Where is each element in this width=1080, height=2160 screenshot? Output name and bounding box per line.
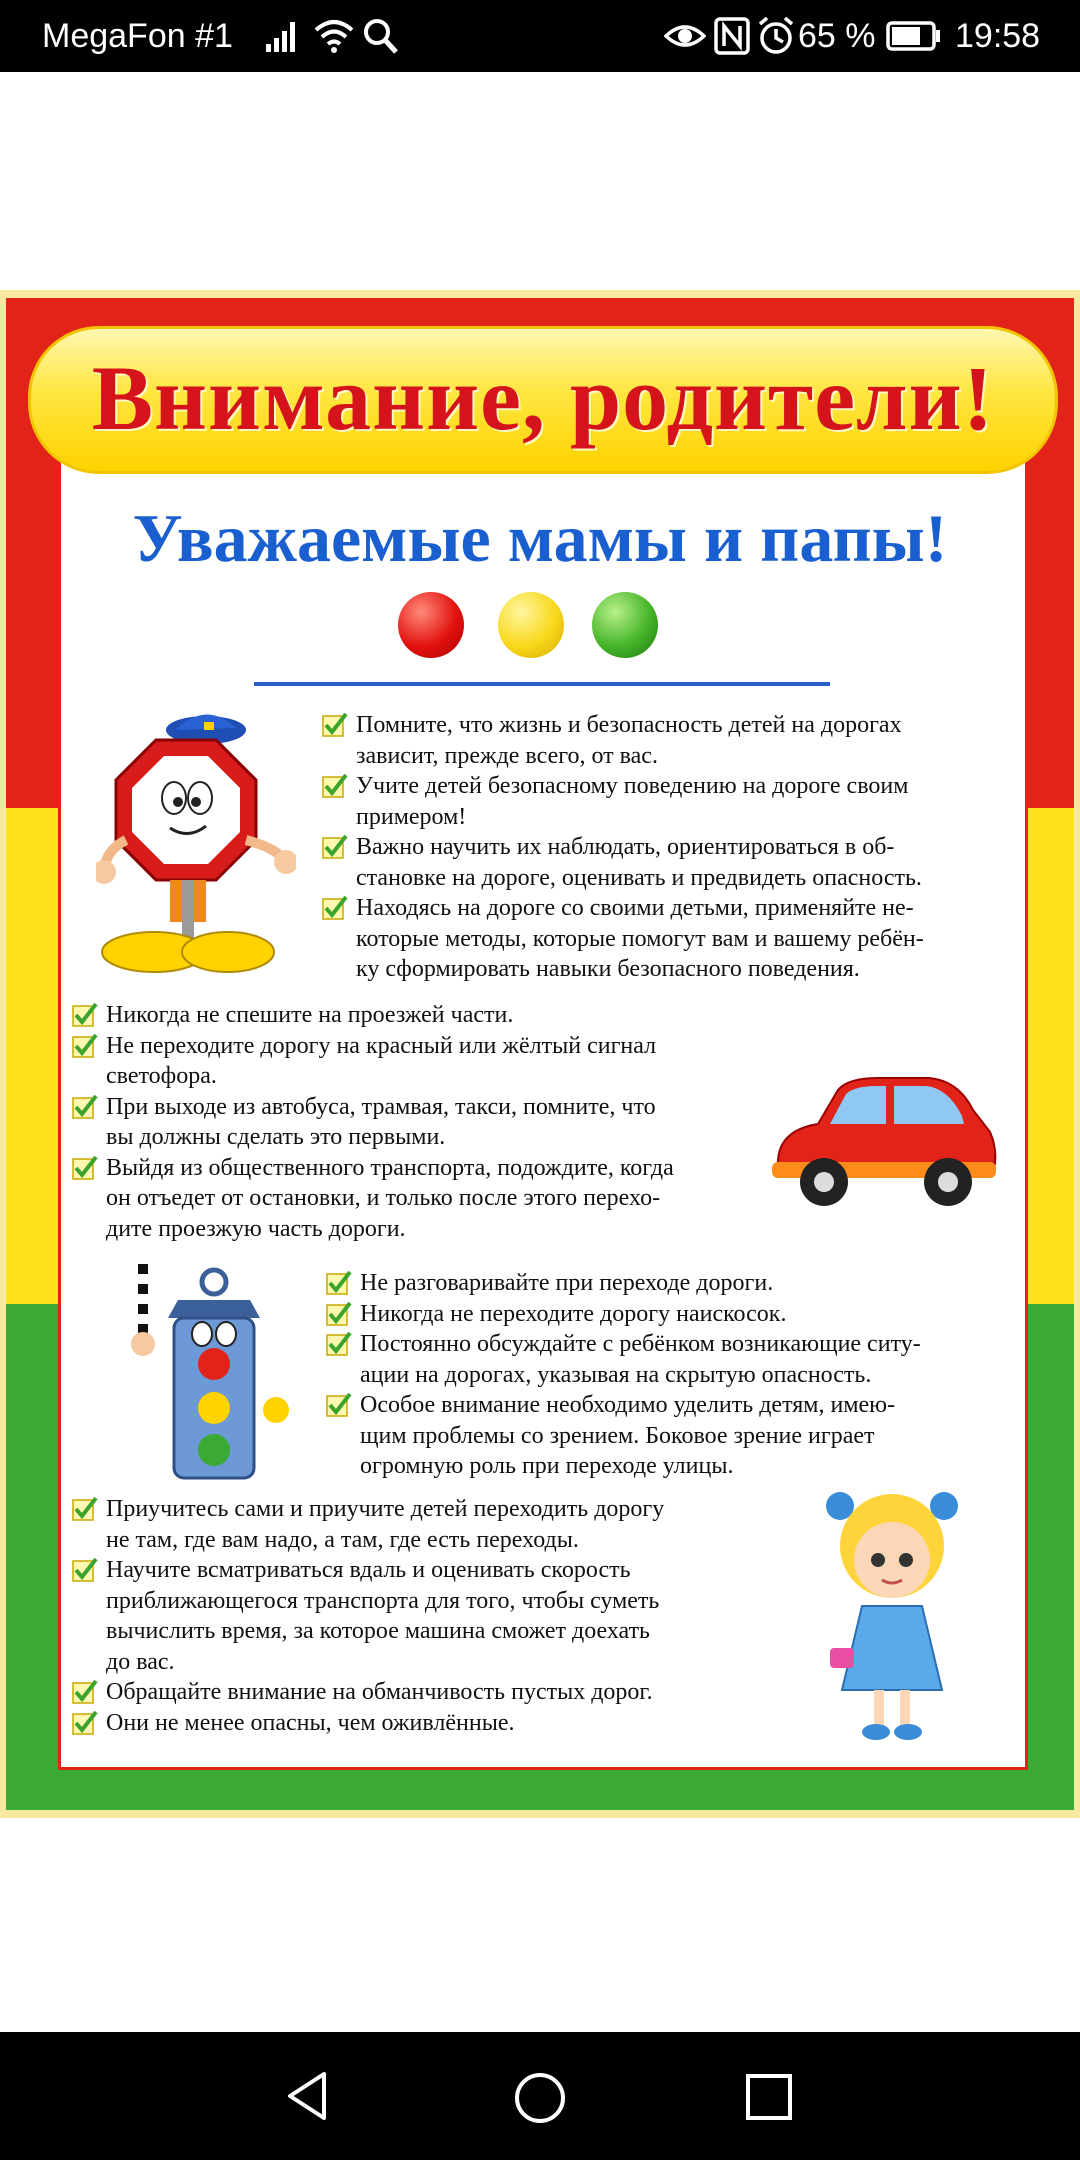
advice-line: Никогда не спешите на проезжей части. (106, 1002, 514, 1028)
traffic-light-character-illustration (128, 1260, 298, 1500)
advice-item (322, 893, 1022, 985)
advice-line: Особое внимание необходимо уделить детям, имею- (360, 1392, 896, 1418)
advice-item (72, 1031, 772, 1092)
back-icon[interactable] (282, 2070, 334, 2122)
checkmark-icon (322, 835, 348, 859)
advice-line: ку сформировать навыки безопасного поведения. (356, 956, 860, 982)
wifi-icon (312, 16, 356, 56)
search-icon (362, 16, 400, 56)
divider-line (254, 682, 830, 686)
checkmark-icon (326, 1393, 352, 1417)
advice-item (72, 1555, 792, 1677)
advice-line: не там, где вам надо, а там, где есть переходы. (106, 1526, 579, 1553)
checkmark-icon (72, 1095, 98, 1119)
advice-line: зависит, прежде всего, от вас. (356, 742, 658, 769)
checkmark-icon (326, 1302, 352, 1326)
checkmark-icon (326, 1271, 352, 1295)
advice-item (322, 710, 1022, 771)
checkmark-icon (322, 713, 348, 737)
advice-list-2 (72, 1000, 772, 1244)
advice-line: примером! (356, 803, 467, 830)
advice-item (72, 1000, 772, 1031)
battery-percent: 65 % (798, 17, 876, 55)
advice-line: Не переходите дорогу на красный или жёлтый сигнал (106, 1032, 657, 1059)
advice-list-4 (72, 1494, 792, 1738)
carrier-name: MegaFon #1 (42, 17, 233, 55)
advice-item (72, 1677, 792, 1708)
advice-item (326, 1390, 1006, 1482)
recents-icon[interactable] (744, 2072, 794, 2122)
advice-line: Учите детей безопасному поведению на дороге своим (356, 773, 909, 799)
stop-sign-character-illustration (96, 700, 296, 980)
checkmark-icon (322, 896, 348, 920)
advice-line: огромную роль при переходе улицы. (360, 1453, 734, 1479)
home-icon[interactable] (512, 2070, 568, 2126)
advice-line: ации на дорогах, указывая на скрытую опасность. (360, 1361, 872, 1388)
advice-line: он отъедет от остановки, и только после этого перехо- (106, 1185, 661, 1211)
yellow-light-circle (498, 592, 564, 658)
checkmark-icon (72, 1680, 98, 1704)
advice-list-1 (322, 710, 1022, 985)
advice-line: Выйдя из общественного транспорта, подождите, когда (106, 1154, 674, 1181)
nfc-icon (714, 16, 750, 56)
advice-item (72, 1494, 792, 1555)
advice-line: Находясь на дороге со своими детьми, применяйте не- (356, 895, 914, 921)
advice-line: приближающегося транспорта для того, чтобы суметь (106, 1587, 660, 1614)
advice-line: становке на дороге, оценивать и предвидеть опасность. (356, 864, 922, 891)
poster-subtitle: Уважаемые мамы и папы! (132, 500, 948, 576)
girl-illustration (812, 1480, 972, 1750)
poster (0, 290, 1080, 1818)
advice-line: до вас. (106, 1648, 175, 1675)
advice-item (326, 1299, 1006, 1330)
advice-item (322, 832, 1022, 893)
alarm-icon (756, 16, 796, 56)
advice-line: Помните, что жизнь и безопасность детей на дорогах (356, 712, 902, 738)
checkmark-icon (72, 1034, 98, 1058)
advice-line: Никогда не переходите дорогу наискосок. (360, 1300, 787, 1327)
advice-item (326, 1268, 1006, 1299)
checkmark-icon (72, 1711, 98, 1735)
checkmark-icon (72, 1156, 98, 1180)
clock: 19:58 (955, 17, 1041, 55)
checkmark-icon (72, 1497, 98, 1521)
status-bar (0, 0, 1080, 72)
advice-list-3 (326, 1268, 1006, 1482)
advice-line: Научите всматриваться вдаль и оценивать скорость (106, 1557, 631, 1583)
checkmark-icon (326, 1332, 352, 1356)
advice-line: вы должны сделать это первыми. (106, 1124, 446, 1150)
advice-line: Они не менее опасны, чем оживлённые. (106, 1709, 515, 1736)
advice-line: Важно научить их наблюдать, ориентироваться в об- (356, 834, 895, 860)
advice-line: щим проблемы со зрением. Боковое зрение играет (360, 1422, 875, 1449)
signal-icon (264, 16, 304, 56)
advice-item (322, 771, 1022, 832)
advice-item (72, 1708, 792, 1739)
advice-item (72, 1092, 772, 1153)
checkmark-icon (72, 1003, 98, 1027)
checkmark-icon (72, 1558, 98, 1582)
advice-line: дите проезжую часть дороги. (106, 1215, 406, 1242)
poster-title: Внимание, родители! (91, 347, 995, 449)
advice-item (326, 1329, 1006, 1390)
advice-line: вычислить время, за которое машина сможет доехать (106, 1618, 650, 1644)
advice-line: Постоянно обсуждайте с ребёнком возникающие ситу- (360, 1331, 921, 1357)
advice-item (72, 1153, 772, 1245)
red-car-illustration (768, 1070, 1000, 1210)
checkmark-icon (322, 774, 348, 798)
title-banner (28, 326, 1058, 474)
advice-line: Не разговаривайте при переходе дороги. (360, 1270, 774, 1296)
advice-line: При выходе из автобуса, трамвая, такси, помните, что (106, 1093, 656, 1120)
navigation-bar (0, 2032, 1080, 2160)
eye-icon (664, 16, 706, 56)
advice-line: Приучитесь сами и приучите детей переходить дорогу (106, 1496, 665, 1522)
advice-line: которые методы, которые помогут вам и вашему ребён- (356, 925, 924, 952)
advice-line: Обращайте внимание на обманчивость пустых дорог. (106, 1679, 653, 1705)
advice-line: светофора. (106, 1063, 217, 1089)
battery-icon (886, 16, 942, 56)
red-light-circle (398, 592, 464, 658)
green-light-circle (592, 592, 658, 658)
